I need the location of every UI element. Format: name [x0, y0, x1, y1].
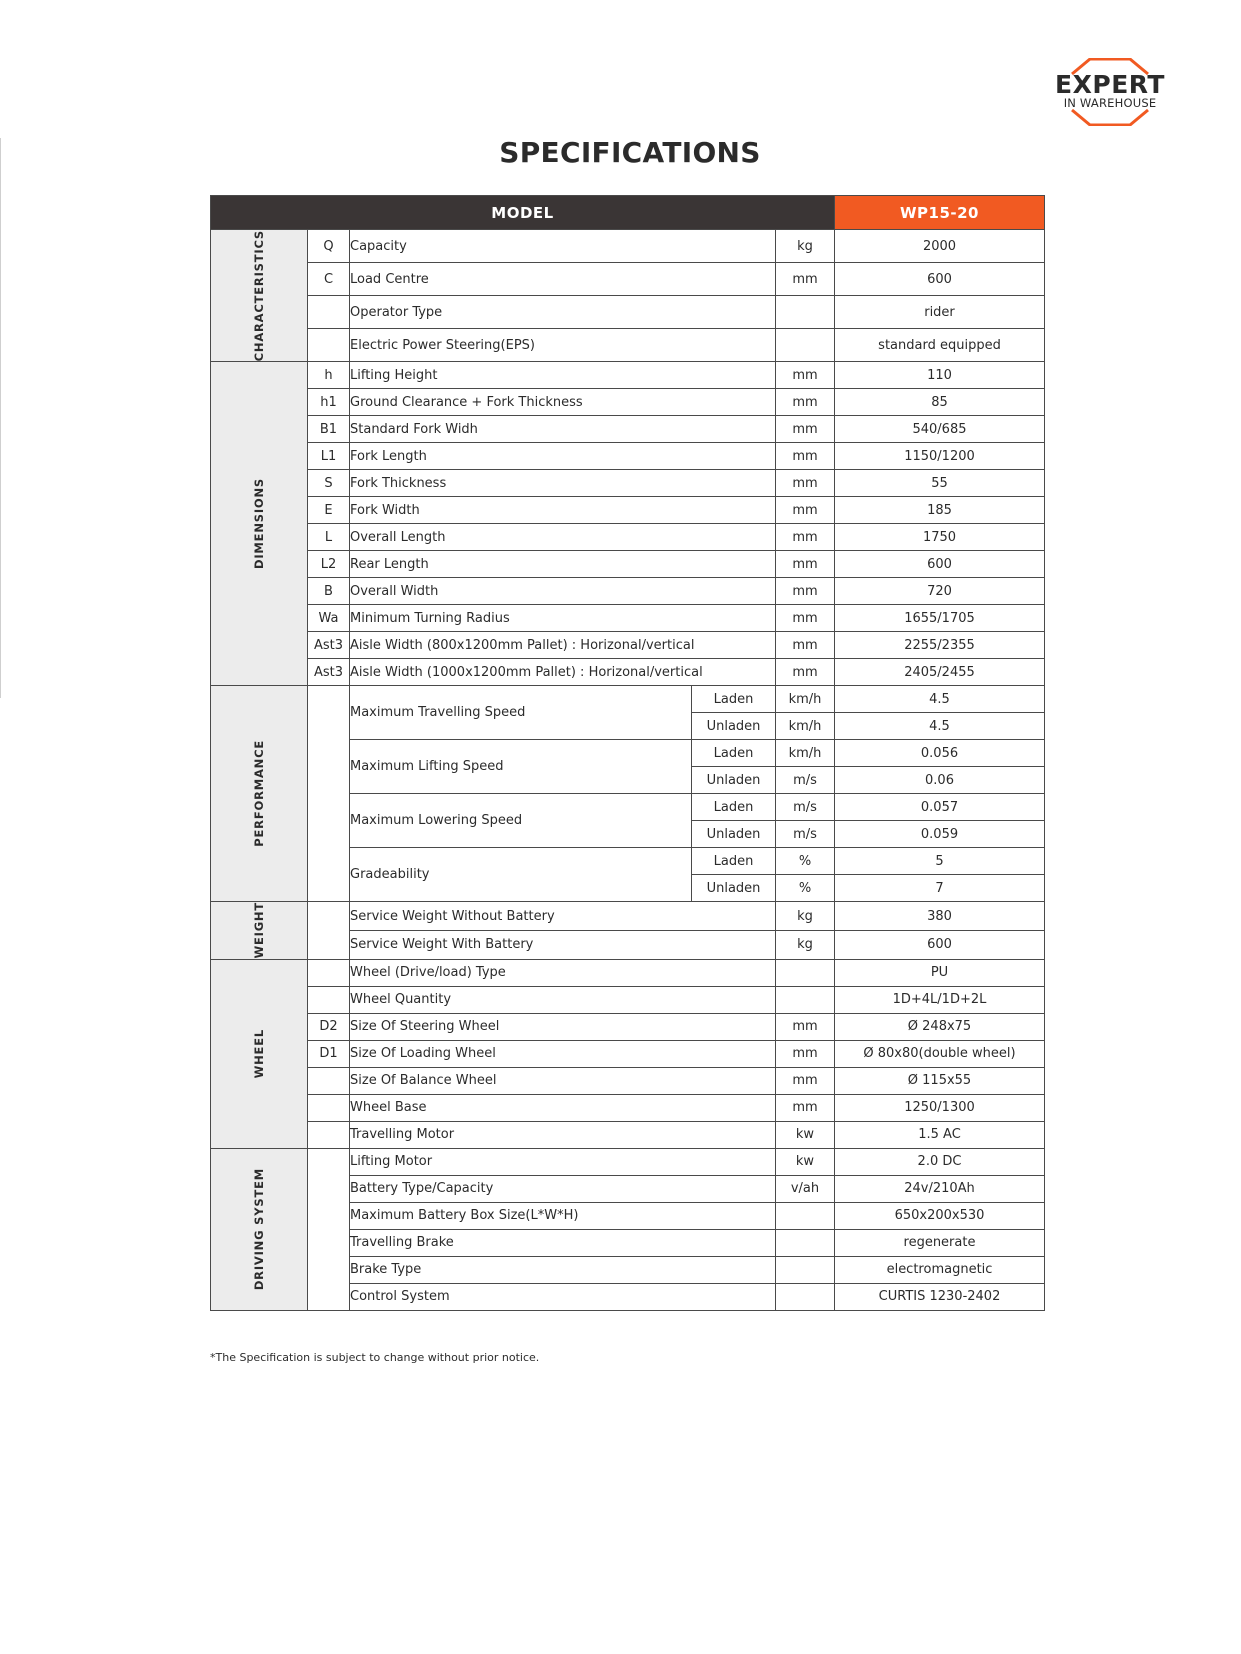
description-cell: Size Of Balance Wheel	[350, 1067, 776, 1094]
value-cell: 5	[835, 848, 1045, 875]
table-row	[211, 605, 1045, 632]
unit-cell: mm	[776, 497, 835, 524]
description-cell: Travelling Brake	[350, 1229, 776, 1256]
value-cell: 4.5	[835, 713, 1045, 740]
unit-cell: mm	[776, 1067, 835, 1094]
value-cell: 380	[835, 902, 1045, 931]
table-row	[211, 902, 1045, 931]
description-cell: Ground Clearance + Fork Thickness	[350, 389, 776, 416]
unit-cell	[776, 296, 835, 329]
value-cell: Ø 248x75	[835, 1013, 1045, 1040]
symbol-cell: Ast3	[308, 632, 350, 659]
value-cell: 2255/2355	[835, 632, 1045, 659]
unit-cell: mm	[776, 1094, 835, 1121]
description-cell: Fork Thickness	[350, 470, 776, 497]
description-cell: Lifting Height	[350, 362, 776, 389]
value-cell: 1150/1200	[835, 443, 1045, 470]
description-cell: Standard Fork Widh	[350, 416, 776, 443]
unit-cell: mm	[776, 659, 835, 686]
symbol-cell: L2	[308, 551, 350, 578]
value-cell: Ø 115x55	[835, 1067, 1045, 1094]
table-row	[211, 443, 1045, 470]
description-cell: Electric Power Steering(EPS)	[350, 329, 776, 362]
value-cell: 600	[835, 931, 1045, 960]
value-cell: Ø 80x80(double wheel)	[835, 1040, 1045, 1067]
value-cell: 24v/210Ah	[835, 1175, 1045, 1202]
value-cell: CURTIS 1230-2402	[835, 1283, 1045, 1310]
load-condition-cell: Laden	[692, 686, 776, 713]
symbol-cell	[308, 1148, 350, 1310]
symbol-cell: Wa	[308, 605, 350, 632]
unit-cell: mm	[776, 1013, 835, 1040]
category-label: WHEEL	[252, 1029, 266, 1079]
description-cell: Wheel Base	[350, 1094, 776, 1121]
value-cell: 85	[835, 389, 1045, 416]
description-cell: Wheel Quantity	[350, 986, 776, 1013]
description-cell: Maximum Lifting Speed	[350, 740, 692, 794]
table-row	[211, 329, 1045, 362]
table-row	[211, 263, 1045, 296]
symbol-cell	[308, 1094, 350, 1121]
value-cell: 1250/1300	[835, 1094, 1045, 1121]
symbol-cell: D1	[308, 1040, 350, 1067]
model-header-value: WP15-20	[835, 196, 1045, 230]
symbol-cell: C	[308, 263, 350, 296]
table-row	[211, 1148, 1045, 1175]
table-row	[211, 362, 1045, 389]
category-performance	[211, 686, 308, 902]
description-cell: Operator Type	[350, 296, 776, 329]
value-cell: 650x200x530	[835, 1202, 1045, 1229]
description-cell: Service Weight Without Battery	[350, 902, 776, 931]
value-cell: 600	[835, 551, 1045, 578]
description-cell: Minimum Turning Radius	[350, 605, 776, 632]
unit-cell	[776, 1229, 835, 1256]
unit-cell: mm	[776, 605, 835, 632]
table-row	[211, 1067, 1045, 1094]
unit-cell	[776, 329, 835, 362]
page-edge-line	[0, 138, 1, 698]
load-condition-cell: Unladen	[692, 713, 776, 740]
logo-wordmark: EXPERT	[1055, 70, 1165, 99]
table-row	[211, 230, 1045, 263]
description-cell: Lifting Motor	[350, 1148, 776, 1175]
value-cell: 0.06	[835, 767, 1045, 794]
description-cell: Rear Length	[350, 551, 776, 578]
value-cell: 0.059	[835, 821, 1045, 848]
value-cell: standard equipped	[835, 329, 1045, 362]
load-condition-cell: Unladen	[692, 767, 776, 794]
symbol-cell: B	[308, 578, 350, 605]
value-cell: 110	[835, 362, 1045, 389]
table-row	[211, 389, 1045, 416]
symbol-cell	[308, 296, 350, 329]
symbol-cell: B1	[308, 416, 350, 443]
unit-cell: kg	[776, 902, 835, 931]
description-cell: Gradeability	[350, 848, 692, 902]
value-cell: electromagnetic	[835, 1256, 1045, 1283]
table-row	[211, 296, 1045, 329]
description-cell: Maximum Battery Box Size(L*W*H)	[350, 1202, 776, 1229]
symbol-cell: h1	[308, 389, 350, 416]
unit-cell: mm	[776, 470, 835, 497]
unit-cell: mm	[776, 389, 835, 416]
load-condition-cell: Laden	[692, 848, 776, 875]
value-cell: rider	[835, 296, 1045, 329]
category-label: DIMENSIONS	[252, 478, 266, 570]
value-cell: 7	[835, 875, 1045, 902]
value-cell: 4.5	[835, 686, 1045, 713]
value-cell: 185	[835, 497, 1045, 524]
description-cell: Travelling Motor	[350, 1121, 776, 1148]
symbol-cell: E	[308, 497, 350, 524]
value-cell: 1.5 AC	[835, 1121, 1045, 1148]
category-label: WEIGHT	[252, 902, 266, 959]
symbol-cell: S	[308, 470, 350, 497]
symbol-cell	[308, 902, 350, 960]
description-cell: Brake Type	[350, 1256, 776, 1283]
load-condition-cell: Laden	[692, 794, 776, 821]
unit-cell: kg	[776, 931, 835, 960]
value-cell: 720	[835, 578, 1045, 605]
description-cell: Aisle Width (800x1200mm Pallet) : Horizonal/vertical	[350, 632, 776, 659]
table-row	[211, 1094, 1045, 1121]
description-cell: Aisle Width (1000x1200mm Pallet) : Horizonal/vertical	[350, 659, 776, 686]
description-cell: Control System	[350, 1283, 776, 1310]
description-cell: Fork Width	[350, 497, 776, 524]
table-row	[211, 551, 1045, 578]
page-title: SPECIFICATIONS	[499, 136, 761, 169]
unit-cell	[776, 986, 835, 1013]
table-row	[211, 470, 1045, 497]
unit-cell: km/h	[776, 686, 835, 713]
unit-cell: mm	[776, 578, 835, 605]
value-cell: 2.0 DC	[835, 1148, 1045, 1175]
description-cell: Battery Type/Capacity	[350, 1175, 776, 1202]
description-cell: Size Of Loading Wheel	[350, 1040, 776, 1067]
value-cell: 2000	[835, 230, 1045, 263]
symbol-cell	[308, 1067, 350, 1094]
value-cell: 2405/2455	[835, 659, 1045, 686]
table-header-row	[211, 196, 1045, 230]
unit-cell: km/h	[776, 713, 835, 740]
value-cell: 1750	[835, 524, 1045, 551]
description-cell: Capacity	[350, 230, 776, 263]
unit-cell: m/s	[776, 821, 835, 848]
unit-cell: mm	[776, 416, 835, 443]
table-row	[211, 1040, 1045, 1067]
table-row	[211, 416, 1045, 443]
unit-cell: mm	[776, 632, 835, 659]
unit-cell: v/ah	[776, 1175, 835, 1202]
table-row	[211, 1013, 1045, 1040]
symbol-cell: h	[308, 362, 350, 389]
unit-cell: kw	[776, 1148, 835, 1175]
value-cell: 600	[835, 263, 1045, 296]
unit-cell: mm	[776, 443, 835, 470]
symbol-cell: L	[308, 524, 350, 551]
value-cell: 1655/1705	[835, 605, 1045, 632]
symbol-cell	[308, 986, 350, 1013]
unit-cell	[776, 959, 835, 986]
load-condition-cell: Unladen	[692, 821, 776, 848]
brand-logo	[1050, 58, 1170, 126]
category-characteristics	[211, 230, 308, 362]
table-row	[211, 959, 1045, 986]
table-row	[211, 986, 1045, 1013]
unit-cell	[776, 1256, 835, 1283]
symbol-cell	[308, 1121, 350, 1148]
table-row	[211, 1121, 1045, 1148]
table-row	[211, 632, 1045, 659]
unit-cell: m/s	[776, 767, 835, 794]
category-label: DRIVING SYSTEM	[252, 1168, 266, 1291]
symbol-cell: D2	[308, 1013, 350, 1040]
unit-cell: m/s	[776, 794, 835, 821]
value-cell: 0.056	[835, 740, 1045, 767]
table-row	[211, 686, 1045, 713]
value-cell: 1D+4L/1D+2L	[835, 986, 1045, 1013]
symbol-cell: L1	[308, 443, 350, 470]
unit-cell: mm	[776, 551, 835, 578]
unit-cell: kg	[776, 230, 835, 263]
footnote: *The Specification is subject to change without prior notice.	[210, 1351, 540, 1364]
unit-cell	[776, 1202, 835, 1229]
unit-cell: mm	[776, 524, 835, 551]
description-cell: Service Weight With Battery	[350, 931, 776, 960]
description-cell: Maximum Travelling Speed	[350, 686, 692, 740]
symbol-cell	[308, 959, 350, 986]
value-cell: regenerate	[835, 1229, 1045, 1256]
description-cell: Maximum Lowering Speed	[350, 794, 692, 848]
category-driving	[211, 1148, 308, 1310]
specifications-table-body	[211, 230, 1045, 1311]
category-label: CHARACTERISTICS	[252, 230, 266, 362]
unit-cell: %	[776, 848, 835, 875]
table-row	[211, 497, 1045, 524]
unit-cell: mm	[776, 263, 835, 296]
description-cell: Size Of Steering Wheel	[350, 1013, 776, 1040]
table-row	[211, 524, 1045, 551]
description-cell: Overall Width	[350, 578, 776, 605]
description-cell: Fork Length	[350, 443, 776, 470]
load-condition-cell: Laden	[692, 740, 776, 767]
symbol-cell: Q	[308, 230, 350, 263]
category-dimensions	[211, 362, 308, 686]
unit-cell	[776, 1283, 835, 1310]
logo-tagline: IN WAREHOUSE	[1063, 96, 1157, 110]
description-cell: Overall Length	[350, 524, 776, 551]
unit-cell: mm	[776, 1040, 835, 1067]
unit-cell: km/h	[776, 740, 835, 767]
value-cell: 55	[835, 470, 1045, 497]
value-cell: 540/685	[835, 416, 1045, 443]
symbol-cell: Ast3	[308, 659, 350, 686]
unit-cell: mm	[776, 362, 835, 389]
table-row	[211, 659, 1045, 686]
load-condition-cell: Unladen	[692, 875, 776, 902]
symbol-cell	[308, 686, 350, 902]
category-label: PERFORMANCE	[252, 740, 266, 848]
value-cell: 0.057	[835, 794, 1045, 821]
category-weight	[211, 902, 308, 960]
description-cell: Wheel (Drive/load) Type	[350, 959, 776, 986]
category-wheel	[211, 959, 308, 1148]
model-header-label: MODEL	[211, 196, 835, 230]
symbol-cell	[308, 329, 350, 362]
unit-cell: %	[776, 875, 835, 902]
unit-cell: kw	[776, 1121, 835, 1148]
description-cell: Load Centre	[350, 263, 776, 296]
specifications-table	[210, 195, 1045, 1311]
value-cell: PU	[835, 959, 1045, 986]
table-row	[211, 578, 1045, 605]
